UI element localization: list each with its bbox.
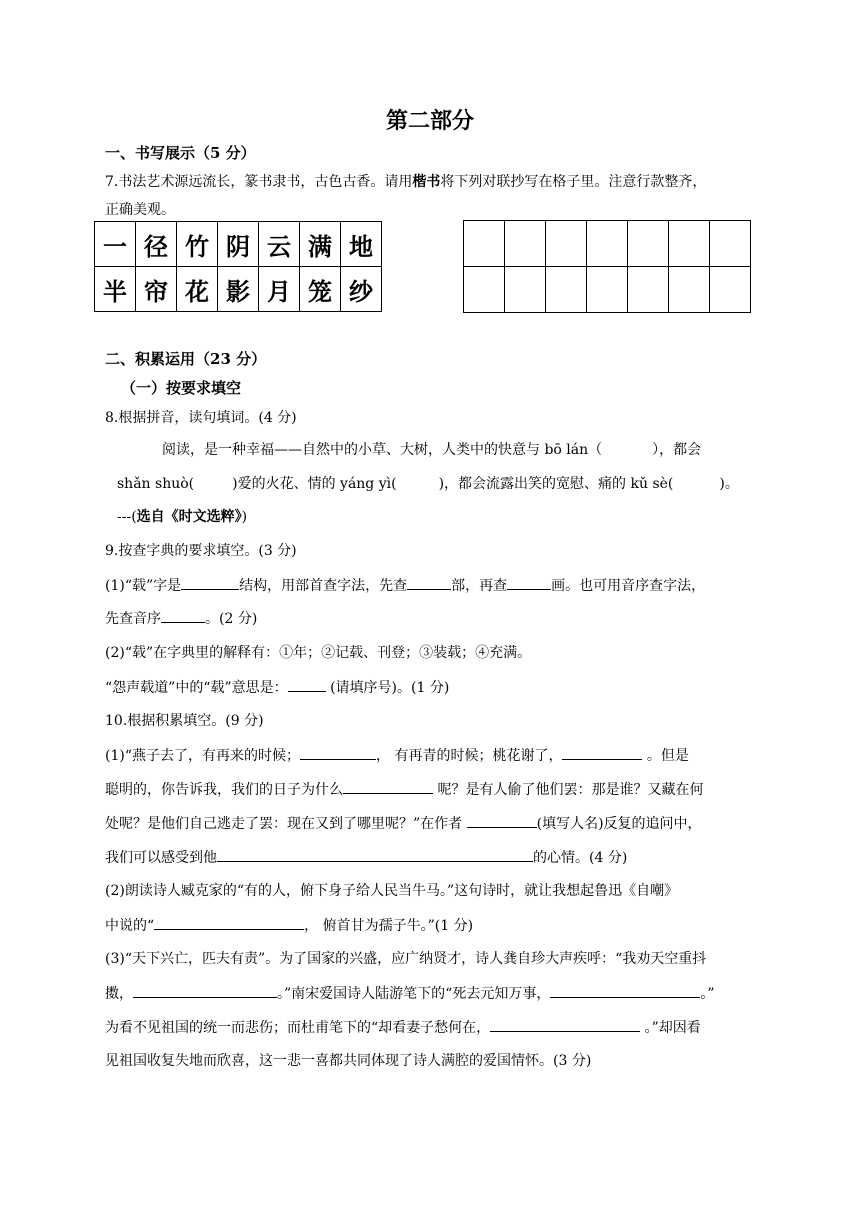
q9-text: 。(2 分) <box>205 611 258 627</box>
q10-text: 呢？是有人偷了他们罢：那是谁？又藏在何 <box>433 782 704 798</box>
answer-blank[interactable] <box>288 677 326 692</box>
q10-p1-line4 <box>105 847 627 868</box>
writing-cell[interactable] <box>669 221 710 267</box>
q9-text: “怨声载道”中的“载”意思是： <box>105 680 288 696</box>
answer-blank[interactable] <box>154 915 304 930</box>
q9-line1 <box>105 575 705 596</box>
couplet-grid <box>94 221 382 312</box>
writing-cell[interactable] <box>628 221 669 267</box>
couplet-char: 半 <box>95 267 136 312</box>
couplet-char: 花 <box>177 267 218 312</box>
writing-cell[interactable] <box>628 267 669 313</box>
q10-text: ， 有再青的时候；桃花谢了， <box>376 748 563 764</box>
q9-text: 结构，用部首查字法，先查 <box>239 578 408 594</box>
q8-source-text: ) <box>241 509 248 525</box>
answer-blank[interactable] <box>217 847 533 862</box>
answer-blank[interactable] <box>300 745 376 760</box>
q9-line4 <box>105 677 449 698</box>
q8-text: )爱的火花、情的 yáng yì( <box>232 476 397 492</box>
writing-cell[interactable] <box>464 221 505 267</box>
q8-text: )。 <box>719 476 739 492</box>
section-1-heading: 一、书写展示（5 分） <box>105 144 256 162</box>
q10-text: (填写人名)反复的追问中， <box>536 816 702 832</box>
writing-cell[interactable] <box>587 221 628 267</box>
q10-p3-line2 <box>105 983 715 1004</box>
answer-blank[interactable] <box>343 779 433 794</box>
writing-cell[interactable] <box>710 267 751 313</box>
q8-source <box>117 507 247 527</box>
couplet-row-1 <box>95 222 382 267</box>
q10-text: 。” <box>700 986 715 1002</box>
q9-line2 <box>105 608 257 629</box>
couplet-char: 满 <box>300 222 341 267</box>
writing-row-1 <box>464 221 751 267</box>
q10-p3-line1: (3)“天下兴亡，匹夫有责”。为了国家的兴盛，应广纳贤才，诗人龚自珍大声疾呼：“我劝天空重抖 <box>105 951 707 967</box>
answer-blank[interactable] <box>181 575 239 590</box>
q10-text: 为看不见祖国的统一而悲伤；而杜甫笔下的“却看妻子愁何在， <box>105 1020 491 1036</box>
q8-line2 <box>117 474 739 494</box>
q7-text-a: 书法艺术源远流长，篆书隶书，古色古香。请用 <box>118 174 413 190</box>
couplet-char: 影 <box>218 267 259 312</box>
q10-heading: 10.根据积累填空。(9 分) <box>105 713 264 729</box>
answer-blank[interactable] <box>562 745 642 760</box>
couplet-char: 阴 <box>218 222 259 267</box>
couplet-row-2 <box>95 267 382 312</box>
q7-line2: 正确美观。 <box>105 202 175 218</box>
q8-text: ），都会 <box>652 442 702 458</box>
answer-blank[interactable] <box>467 813 537 828</box>
couplet-char: 径 <box>136 222 177 267</box>
q10-text: 的心情。(4 分) <box>533 850 628 866</box>
q10-text: 处呢？是他们自己逃走了罢：现在又到了哪里呢？”在作者 <box>105 816 467 832</box>
writing-cell[interactable] <box>669 267 710 313</box>
answer-blank[interactable] <box>133 983 277 998</box>
q8-line1 <box>162 440 701 460</box>
q10-text: 聪明的，你告诉我，我们的日子为什么 <box>105 782 343 798</box>
couplet-char: 云 <box>259 222 300 267</box>
couplet-char: 笼 <box>300 267 341 312</box>
writing-cell[interactable] <box>710 221 751 267</box>
writing-row-2 <box>464 267 751 313</box>
couplet-char: 月 <box>259 267 300 312</box>
q10-text: ， 俯首甘为孺子牛。”(1 分) <box>304 918 474 934</box>
answer-blank[interactable] <box>490 1017 640 1032</box>
subsection-1-heading: （一）按要求填空 <box>121 379 242 397</box>
couplet-char: 纱 <box>341 267 382 312</box>
q10-p3-line3 <box>105 1017 701 1038</box>
q9-text: (请填序号)。(1 分) <box>325 680 450 696</box>
q10-p2-line1: (2)朗读诗人臧克家的“有的人，俯下身子给人民当牛马。”这句诗时，就让我想起鲁迅《自嘲》 <box>105 883 679 899</box>
writing-cell[interactable] <box>546 267 587 313</box>
q10-p1-line3 <box>105 813 702 834</box>
q10-text: 我们可以感受到他 <box>105 850 217 866</box>
couplet-char: 竹 <box>177 222 218 267</box>
page-title: 第二部分 <box>385 108 474 134</box>
q10-text: 。”南宋爱国诗人陆游笔下的“死去元知万事， <box>277 986 551 1002</box>
answer-blank[interactable] <box>161 608 205 623</box>
writing-cell[interactable] <box>587 267 628 313</box>
q10-text: 。”却因看 <box>640 1020 701 1036</box>
answer-blank[interactable] <box>407 575 451 590</box>
couplet-char: 帘 <box>136 267 177 312</box>
q10-text: 。但是 <box>642 748 689 764</box>
q8-text: shǎn shuò( <box>117 476 195 492</box>
q7-line1 <box>105 172 706 192</box>
writing-cell[interactable] <box>505 221 546 267</box>
q10-text: 中说的“ <box>105 918 155 934</box>
q7-number: 7. <box>105 174 119 190</box>
q10-text: (1)“燕子去了，有再来的时候； <box>105 748 300 764</box>
q10-p1-line1 <box>105 745 689 766</box>
q9-text: 画。也可用音序查字法， <box>551 578 706 594</box>
q8-text: 阅读，是一种幸福——自然中的小草、大树，人类中的快意与 bō lán（ <box>162 442 603 458</box>
q10-p1-line2 <box>105 779 703 800</box>
q7-kaishu: 楷书 <box>412 174 441 190</box>
section-2-heading: 二、积累运用（23 分） <box>105 350 267 368</box>
writing-cell[interactable] <box>464 267 505 313</box>
q8-source-title: 选自《时文选粹》 <box>136 509 242 525</box>
q9-text: 先查音序 <box>105 611 161 627</box>
q10-text: 擞， <box>105 986 133 1002</box>
couplet-char: 地 <box>341 222 382 267</box>
q7-text-b: 将下列对联抄写在格子里。注意行款整齐， <box>440 174 707 190</box>
writing-grid <box>463 220 751 313</box>
answer-blank[interactable] <box>507 575 551 590</box>
writing-cell[interactable] <box>505 267 546 313</box>
q9-text: (1)“载”字是 <box>105 578 182 594</box>
q9-line3: (2)“载”在字典里的解释有：①年；②记载、刊登；③装载；④充满。 <box>105 645 532 661</box>
answer-blank[interactable] <box>550 983 700 998</box>
q10-p3-line4: 见祖国收复失地而欣喜，这一悲一喜都共同体现了诗人满腔的爱国情怀。(3 分) <box>105 1053 592 1069</box>
writing-cell[interactable] <box>546 221 587 267</box>
q10-p2-line2 <box>105 915 473 936</box>
q8-source-text: ---( <box>117 509 137 525</box>
q8-text: )，都会流露出笑的宽慰、痛的 kǔ sè( <box>438 476 674 492</box>
q9-heading: 9.按查字典的要求填空。(3 分) <box>105 543 297 559</box>
q8-heading: 8.根据拼音，读句填词。(4 分) <box>105 410 297 426</box>
q9-text: 部，再查 <box>451 578 508 594</box>
couplet-char: 一 <box>95 222 136 267</box>
